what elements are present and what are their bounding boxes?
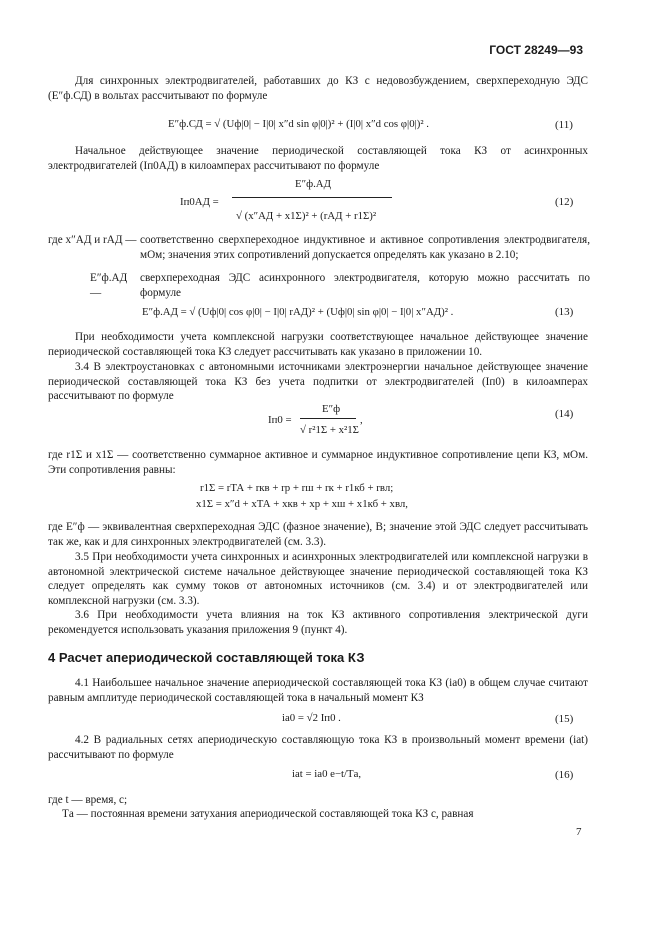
formula-11: E″ф.СД = √ (Uф|0| − I|0| x″d sin φ|0|)² + (I|0| x″d cos φ|0|)² . <box>168 118 429 130</box>
paragraph-where-emf: где E″ф — эквивалентная сверхпереходная ЭДС (фазное значение), В; значение этой ЭДС следует рассчитывать так же, как и для синхронных электродвигателей (см. 3.3). <box>48 521 588 548</box>
formula-14-comma: , <box>360 414 363 426</box>
formula-x-sum: x1Σ = x″d + xТА + xкв + xр + xш + x1кб + xвл, <box>196 498 408 510</box>
paragraph-3-6: 3.6 При необходимости учета влияния на ток КЗ активного сопротивления электрической дуги рекомендуется использовать указания приложения 9 (пункт 4). <box>48 609 588 636</box>
formula-16: iat = ia0 e−t/Tа, <box>292 768 362 780</box>
formula-15: ia0 = √2 Iп0 . <box>282 712 341 724</box>
formula-number-12: (12) <box>555 196 574 208</box>
paragraph-3-5: 3.5 При необходимости учета синхронных и асинхронных электродвигателей или комплексной нагрузки в автономной электрической системе начальное действующее значение периодической составляющей тока КЗ следует определять как сумму токов от автономных источников (см. 3.4) и от электродвигателей или комплексной нагрузки (см. 3.3). <box>48 551 588 607</box>
where-text-1: соответственно сверхпереходное индуктивное и активное сопротивления электродвигателя, мОм; значения этих сопротивлений допускается определять как указано в 2.10; <box>140 234 590 261</box>
paragraph-4-1: 4.1 Наибольшее начальное значение апериодической составляющей тока КЗ (ia0) в общем случае считают равным амплитуде периодической составляющей тока в начальный момент КЗ <box>48 677 588 704</box>
where-time-constant: Tа — постоянная времени затухания апериодической составляющей тока КЗ с, равная <box>62 808 474 820</box>
formula-number-15: (15) <box>555 713 574 725</box>
formula-12-lhs: Iп0АД = <box>180 196 219 208</box>
paragraph-synchronous-emf: Для синхронных электродвигателей, работавших до КЗ с недовозбуждением, сверхпереходную ЭДС (E″ф.СД) в вольтах рассчитывают по формуле <box>48 75 588 102</box>
standard-header: ГОСТ 28249—93 <box>489 43 583 57</box>
formula-14-denominator: √ r²1Σ + x²1Σ <box>300 424 359 436</box>
formula-number-13: (13) <box>555 306 574 318</box>
formula-r-sum: r1Σ = rТА + rкв + rр + rш + rк + r1кб + rвл; <box>200 482 394 494</box>
formula-12-denominator: √ (x″АД + x1Σ)² + (rАД + r1Σ)² <box>236 210 377 222</box>
where-text-2: сверхпереходная ЭДС асинхронного электродвигателя, которую можно рассчитать по формуле <box>140 272 590 299</box>
formula-12-numerator: E″ф.АД <box>295 178 331 190</box>
paragraph-3-4: 3.4 В электроустановках с автономными источниками электроэнергии начальное действующее значение периодической составляющей тока КЗ без учета подпитки от электродвигателей (Iп0) в килоамперах рассчитывают по формуле <box>48 361 588 403</box>
where-term-1: где x″АД и rАД — <box>48 234 137 246</box>
formula-13: E″ф.АД = √ (Uф|0| cos φ|0| − I|0| rАД)² + (Uф|0| sin φ|0| − I|0| x″АД)² . <box>142 306 454 318</box>
formula-14-numerator: E″ф <box>322 403 341 415</box>
section-title-4: 4 Расчет апериодической составляющей тока КЗ <box>48 650 365 665</box>
formula-number-11: (11) <box>555 119 573 131</box>
page-number: 7 <box>576 826 582 838</box>
where-term-2: E″ф.АД — <box>90 272 128 299</box>
formula-14-fraction-bar <box>300 418 356 419</box>
formula-number-16: (16) <box>555 769 574 781</box>
paragraph-async-current: Начальное действующее значение периодической составляющей тока КЗ от асинхронных электродвигателей (Iп0АД) в килоамперах рассчитывают по формуле <box>48 145 588 172</box>
paragraph-where-resistances: где r1Σ и x1Σ — соответственно суммарное активное и суммарное индуктивное сопротивление цепи КЗ, мОм. Эти сопротивления равны: <box>48 449 588 476</box>
paragraph-4-2: 4.2 В радиальных сетях апериодическую составляющую тока КЗ в произвольный момент времени (iat) рассчитывают по формуле <box>48 734 588 761</box>
formula-14-lhs: Iп0 = <box>268 414 292 426</box>
formula-number-14: (14) <box>555 408 574 420</box>
where-time: где t — время, с; <box>48 794 128 806</box>
paragraph-complex-load: При необходимости учета комплексной нагрузки соответствующее начальное действующее значение периодической составляющей тока КЗ следует рассчитывать как указано в приложении 10. <box>48 331 588 358</box>
formula-12-fraction-bar <box>232 197 392 198</box>
